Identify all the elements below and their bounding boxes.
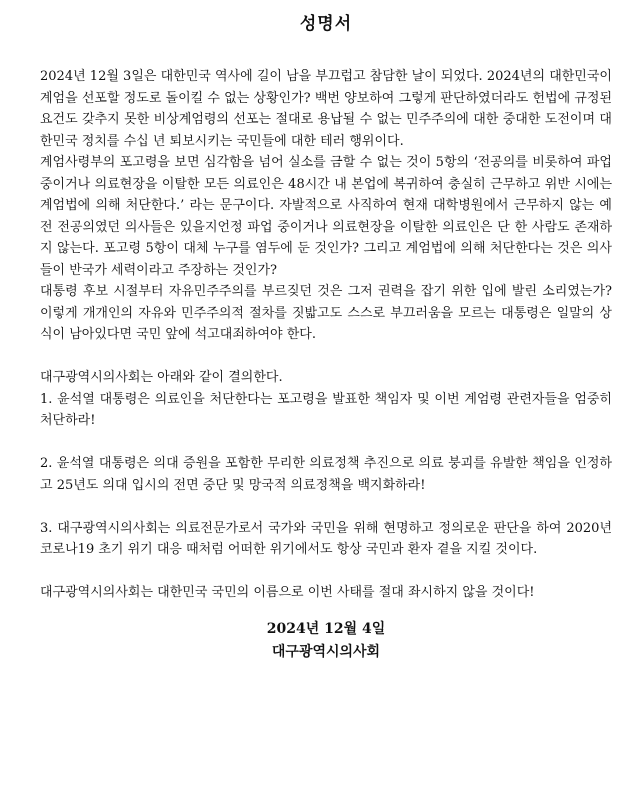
intro-paragraph-3: 대통령 후보 시절부터 자유민주주의를 부르짖던 것은 그저 권력을 잡기 위한 입에 발린 소리였는가? 이렇게 개개인의 자유와 민주주의적 절차를 짓밟고도 스스로 부끄러움을 모르는 대통령은 일말의 상식이 남아있다면 국민 앞에 석고대죄하여야 한다. — [40, 284, 612, 342]
resolution-intro: 대구광역시의사회는 아래와 같이 결의한다. — [40, 370, 283, 385]
resolution-item-3: 3. 대구광역시의사회는 의료전문가로서 국가와 국민을 위해 현명하고 정의로운 판단을 하여 2020년 코로나19 초기 위기 대응 때처럼 어떠한 위기에서도 항상 국민과 환자 곁을 지킬 것이다. — [40, 520, 612, 557]
resolution-item-1: 1. 윤석열 대통령은 의료인을 처단한다는 포고령을 발표한 책임자 및 이번 계엄령 관련자들을 엄중히 처단하라! — [40, 391, 612, 428]
closing-paragraph: 대구광역시의사회는 대한민국 국민의 이름으로 이번 사태를 절대 좌시하지 않을 것이다! — [40, 585, 535, 600]
spacer — [40, 496, 612, 518]
signatory: 대구광역시의사회 — [271, 643, 381, 660]
spacer — [40, 561, 612, 583]
statement-document — [40, 12, 612, 664]
spacer — [40, 346, 612, 368]
statement-date: 2024년 12월 4일 — [266, 620, 386, 637]
intro-paragraph-2: 계엄사령부의 포고령을 보면 심각함을 넘어 실소를 금할 수 없는 것이 5항의 ‘전공의를 비롯하여 파업 중이거나 의료현장을 이탈한 모든 의료인은 48시간 내 본업에 복귀하여 충실히 근무하고 위반 시에는 계엄법에 의해 처단한다.’ 라는 문구이다. 자발적으로 사직하여 현재 대학병원에서 근무하지 않는 예전 전공의였던 의사들은 있을지언정 파업 중이거나 의료현장을 이탈한 의료인은 단 한 사람도 존재하지 않는다. 포고령 5항이 대체 누구를 염두에 둔 것인가? 그리고 계엄법에 의해 처단한다는 것은 의사들이 반국가 세력이라고 주장하는 것인가? — [40, 155, 612, 278]
resolution-item-2: 2. 윤석열 대통령은 의대 증원을 포함한 무리한 의료정책 추진으로 의료 붕괴를 유발한 책임을 인정하고 25년도 의대 입시의 전면 중단 및 망국적 의료정책을 백지화하라! — [40, 456, 612, 493]
intro-paragraph-1: 2024년 12월 3일은 대한민국 역사에 길이 남을 부끄럽고 참담한 날이 되었다. 2024년의 대한민국이 계엄을 선포할 정도로 돌이킬 수 없는 상황인가? 백번 양보하여 그렇게 판단하였더라도 헌법에 규정된 요건도 갖추지 못한 비상계엄령의 선포는 절대로 용납될 수 없는 민주주의에 대한 중대한 도전이며 대한민국 정치를 수십 년 퇴보시키는 국민들에 대한 테러 행위이다. — [40, 69, 612, 149]
document-title: 성명서 — [299, 14, 353, 34]
spacer — [40, 432, 612, 454]
